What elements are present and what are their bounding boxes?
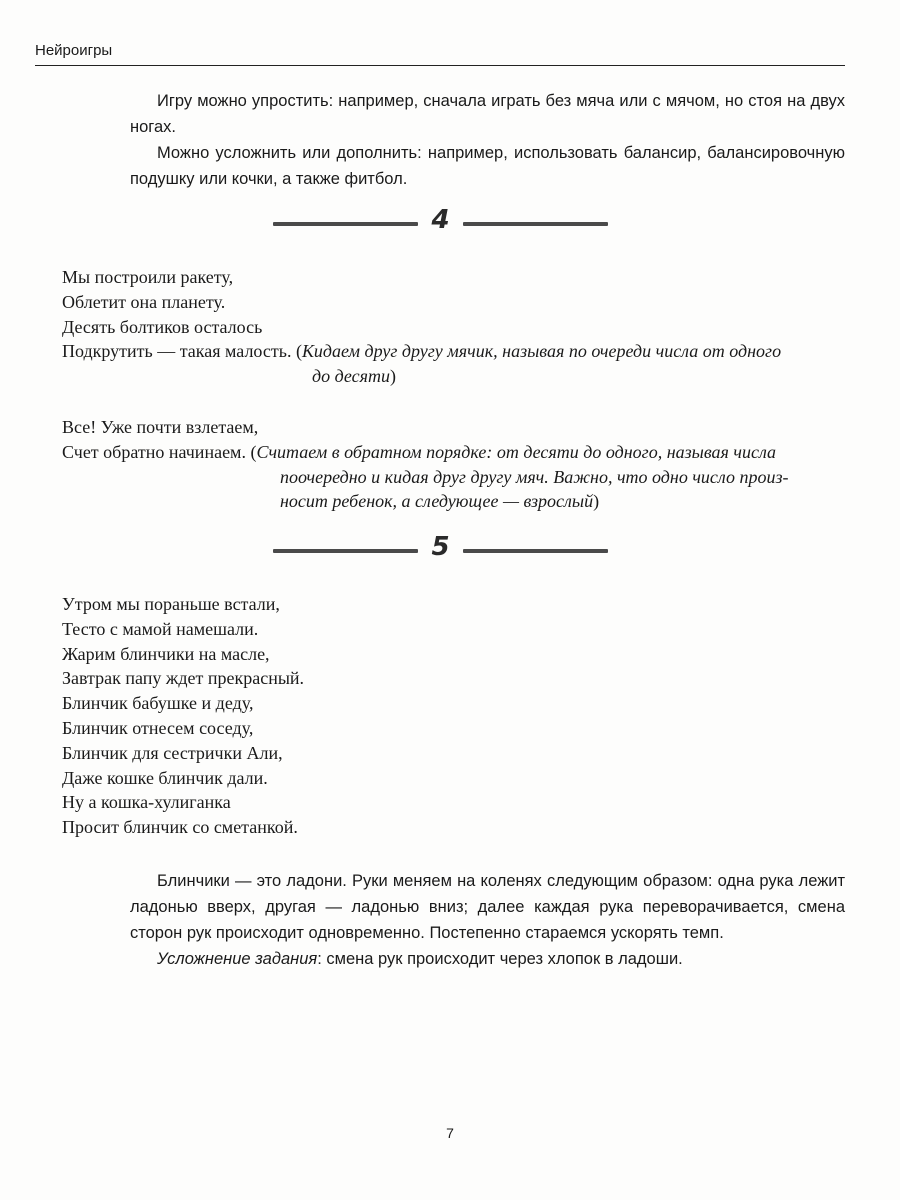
complication-label: Усложнение задания: [157, 950, 318, 968]
verse-line-with-note: Счет обратно начинаем. (Считаем в обратном порядке: от десяти до одного, называя числа: [62, 441, 777, 462]
verse-line: Даже кошке блинчик дали.: [62, 767, 268, 788]
running-header: Нейроигры: [35, 42, 113, 59]
intro-paragraph-1: Игру можно упростить: например, сначала играть без мяча или с мячом, но стоя на двух ногах.: [130, 92, 845, 136]
action-note: Кидаем друг другу мячик, называя по очереди числа от одного: [301, 341, 782, 362]
verse-line: Утром мы пораньше встали,: [62, 594, 280, 614]
instructions-text: [130, 868, 845, 972]
page-number: 7: [446, 1125, 454, 1141]
rhyme-5: [62, 592, 852, 840]
section-divider-5: [273, 532, 608, 565]
verse-line-text: Счет обратно начинаем.: [62, 441, 246, 462]
instructions-paragraph: Блинчики — это ладони. Руки меняем на коленях следующим образом: одна рука лежит ладонью вверх, другая — ладонью вниз; далее каждая рука переворачивается, смена сторон рук происходит одновременно. Постепенно стараемся ускорять темп.: [130, 872, 845, 942]
action-note-continuation: до десяти): [312, 366, 397, 387]
action-note: поочередно и кидая друг другу мяч. Важно, что одно число произ-: [280, 466, 789, 487]
verse-line: Ну а кошка-хулиганка: [62, 792, 231, 813]
verse-line: Завтрак папу ждет прекрасный.: [62, 668, 305, 689]
rhyme-4-stanza-1: [62, 265, 852, 389]
intro-paragraph-2: Можно усложнить или дополнить: например, использовать балансир, балансировочную подушку или кочки, а также фитбол.: [130, 144, 845, 188]
verse-line: Жарим блинчики на масле,: [62, 643, 270, 664]
verse-line: Блинчик бабушке и деду,: [62, 693, 254, 714]
verse-line-text: Подкрутить — такая малость.: [62, 341, 292, 362]
verse-line: Все! Уже почти взлетаем,: [62, 417, 259, 437]
verse-line-with-note: Подкрутить — такая малость. (Кидаем друг другу мячик, называя по очереди числа от одного: [62, 341, 782, 362]
intro-text: [130, 88, 845, 192]
action-note-continuation: носит ребенок, а следующее — взрослый): [280, 491, 600, 512]
section-number-5: 5: [431, 532, 450, 562]
action-note-continuation: [62, 465, 852, 490]
divider-line-right: [463, 222, 608, 226]
action-note: до десяти: [312, 366, 391, 387]
verse-line: Блинчик отнесем соседу,: [62, 717, 254, 738]
verse-line: Тесто с мамой намешали.: [62, 618, 259, 639]
verse-line: Облетит она планету.: [62, 291, 226, 312]
verse-line: Просит блинчик со сметанкой.: [62, 817, 298, 838]
verse-line: Мы построили ракету,: [62, 267, 234, 287]
divider-line-right: [463, 549, 608, 553]
header-rule: [35, 65, 845, 66]
complication-text: : смена рук происходит через хлопок в ладоши.: [317, 950, 683, 968]
verse-line: Десять болтиков осталось: [62, 316, 263, 337]
action-note: Считаем в обратном порядке: от десяти до одного, называя числа: [256, 441, 777, 462]
section-divider-4: [273, 205, 608, 238]
verse-line: Блинчик для сестрички Али,: [62, 742, 283, 763]
section-number-4: 4: [431, 205, 450, 235]
action-note: носит ребенок, а следующее — взрослый: [280, 491, 594, 512]
rhyme-4-stanza-2: [62, 415, 852, 514]
complication-paragraph: [130, 946, 845, 972]
